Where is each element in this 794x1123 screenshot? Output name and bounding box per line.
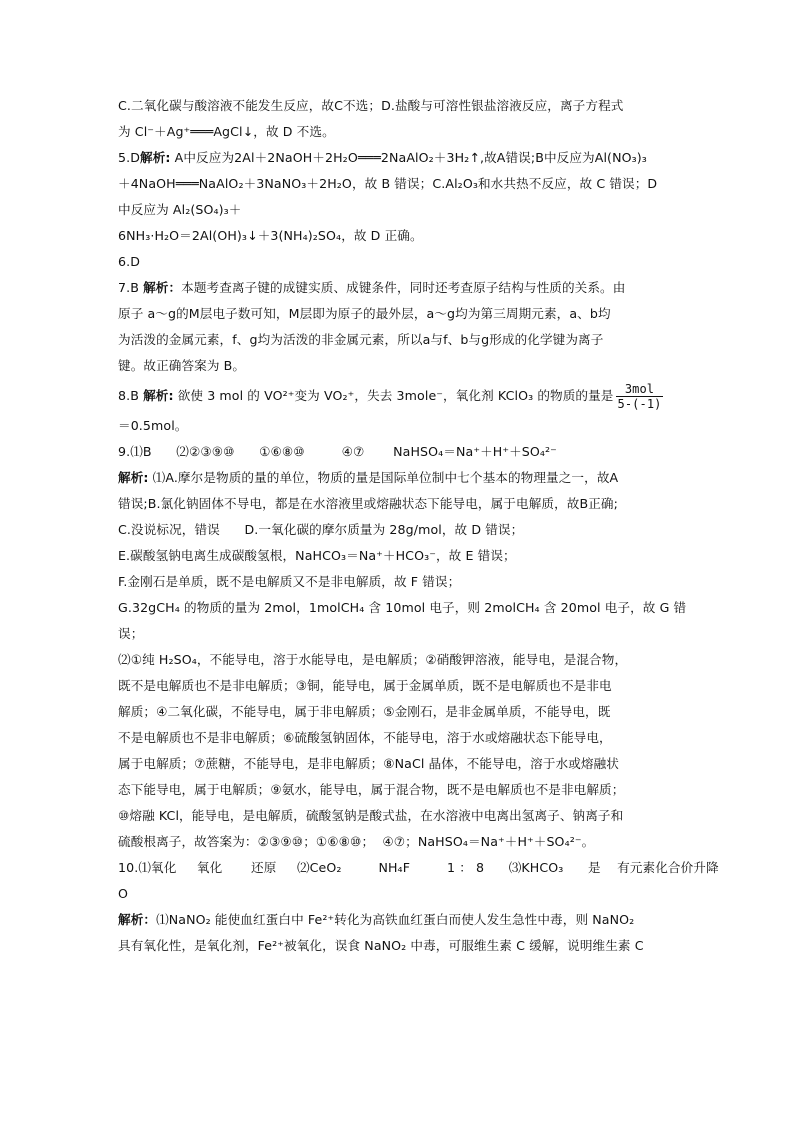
fraction-numerator: 3mol [616, 382, 664, 397]
text-line: G.32gCH₄ 的物质的量为 2mol，1molCH₄ 含 10mol 电子，则 2molCH₄ 含 20mol 电子，故 G 错 [118, 600, 687, 615]
text-line: 6.D [118, 254, 141, 269]
analysis-label: 解析: [140, 150, 171, 165]
analysis-text: ⑴NaNO₂ 能使血红蛋白中 Fe²⁺转化为高铁血红蛋白而使人发生急性中毒，则 NaNO₂ [156, 912, 635, 927]
text-line: 10.⑴氧化 氧化 还原 ⑵CeO₂ NH₄F 1 ： 8 ⑶KHCO₃ 是 有元素化合价升降 [118, 860, 719, 875]
document-page [118, 93, 719, 959]
text-line: 态下能导电，属于电解质；⑨氨水，能导电，属于混合物，既不是电解质也不是非电解质； [118, 782, 625, 797]
analysis-text: ⑴A.摩尔是物质的量的单位，物质的量是国际单位制中七个基本的物理量之一，故A [148, 470, 619, 485]
text-line: 具有氧化性，是氧化剂，Fe²⁺被氧化，误食 NaNO₂ 中毒，可服维生素 C 缓解，说明维生素 C [118, 938, 644, 953]
fraction-denominator: 5-(-1) [617, 397, 662, 411]
text-line: 为活泼的金属元素，f、g均为活泼的非金属元素，所以a与f、b与g形成的化学键为离子 [118, 332, 604, 347]
text-line: 属于电解质；⑦蔗糖，不能导电，是非电解质；⑧NaCl 晶体，不能导电，溶于水或熔融状 [118, 756, 619, 771]
analysis-label: 解析: [143, 388, 174, 403]
text-line: 硫酸根离子，故答案为：②③⑨⑩；①⑥⑧⑩； ④⑦；NaHSO₄＝Na⁺＋H⁺＋SO₄²⁻。 [118, 834, 595, 849]
text-line: 9.⑴B ⑵②③⑨⑩ ①⑥⑧⑩ ④⑦ NaHSO₄＝Na⁺＋H⁺＋SO₄²⁻ [118, 444, 557, 459]
text-line: 错误;B.氯化钠固体不导电，都是在水溶液里或熔融状态下能导电，属于电解质，故B正确; [118, 496, 618, 511]
text-line [118, 379, 678, 413]
text-line: ＝0.5mol。 [118, 418, 188, 433]
text-line [118, 275, 678, 301]
text-line: F.金刚石是单质，既不是电解质又不是非电解质，故 F 错误； [118, 574, 461, 589]
text-line: ⑵①纯 H₂SO₄，不能导电，溶于水能导电，是电解质；②硝酸钾溶液，能导电，是混合物， [118, 652, 628, 667]
text-line: E.碳酸氢钠电离生成碳酸氢根，NaHCO₃＝Na⁺＋HCO₃⁻，故 E 错误； [118, 548, 516, 563]
text-line: 既不是电解质也不是非电解质；③铜，能导电，属于金属单质，既不是电解质也不是非电 [118, 678, 612, 693]
text-line: 误； [118, 626, 144, 641]
answer-number: 8.B [118, 388, 144, 403]
answer-number: 5.D [118, 150, 141, 165]
text-line: 6NH₃·H₂O＝2Al(OH)₃↓＋3(NH₄)₂SO₄，故 D 正确。 [118, 228, 423, 243]
text-line: 不是电解质也不是非电解质；⑥硫酸氢钠固体，不能导电，溶于水或熔融状态下能导电， [118, 730, 612, 745]
analysis-text: 欲使 3 mol 的 VO²⁺变为 VO₂⁺，失去 3mole⁻，氧化剂 KClO₃ 的物质的量是 [173, 388, 614, 403]
answer-number: 7.B [118, 280, 144, 295]
text-line [118, 465, 678, 491]
analysis-label: 解析: [118, 470, 149, 485]
analysis-label: 解析： [143, 280, 182, 295]
text-line: O [118, 886, 129, 901]
text-line: C.没说标况，错误 D.一氧化碳的摩尔质量为 28g/mol，故 D 错误； [118, 522, 524, 537]
text-line: 解质；④二氧化碳，不能导电，属于非电解质；⑤金刚石，是非金属单质，不能导电，既 [118, 704, 611, 719]
text-line [118, 907, 678, 933]
text-line: ⑩熔融 KCl，能导电，是电解质，硫酸氢钠是酸式盐，在水溶液中电离出氢离子、钠离子和 [118, 808, 624, 823]
text-line: C.二氧化碳与酸溶液不能发生反应，故C不选；D.盐酸与可溶性银盐溶液反应，离子方程式 [118, 98, 624, 113]
text-line: ＋4NaOH═══NaAlO₂＋3NaNO₃＋2H₂O，故 B 错误；C.Al₂O₃和水共热不反应，故 C 错误；D [118, 176, 658, 191]
text-line: 原子 a～g的M层电子数可知，M层即为原子的最外层，a～g均为第三周期元素，a、b均 [118, 306, 611, 321]
text-line [118, 145, 678, 171]
text-line: 中反应为 Al₂(SO₄)₃＋ [118, 202, 242, 217]
analysis-text: 本题考查离子键的成键实质、成键条件，同时还考查原子结构与性质的关系。由 [181, 280, 626, 295]
fraction [616, 382, 664, 411]
analysis-text: A中反应为2Al＋2NaOH＋2H₂O═══2NaAlO₂＋3H₂↑,故A错误;B中反应为Al(NO₃)₃ [170, 150, 647, 165]
analysis-label: 解析： [118, 912, 157, 927]
text-line: 为 Cl⁻＋Ag⁺═══AgCl↓，故 D 不选。 [118, 124, 335, 139]
text-line: 键。故正确答案为 B。 [118, 358, 246, 373]
